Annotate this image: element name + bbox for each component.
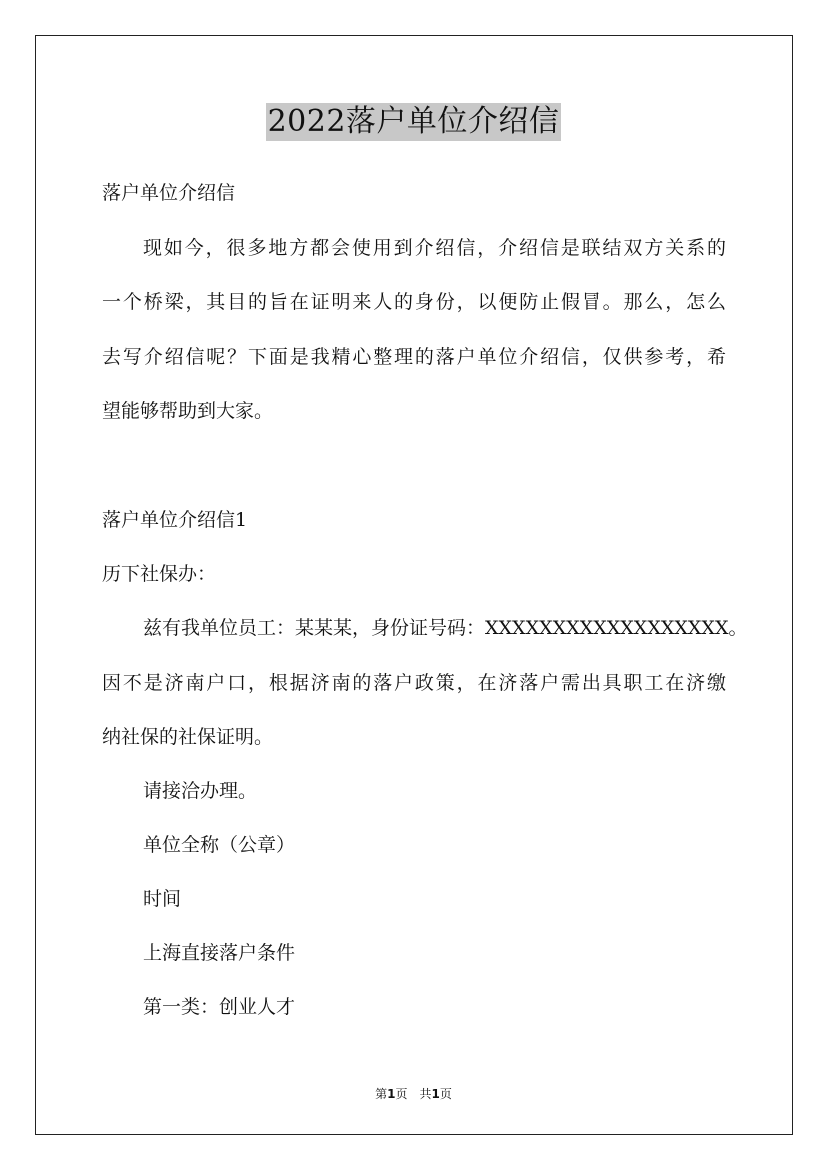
- body-line: 兹有我单位员工：某某某，身份证号码：XXXXXXXXXXXXXXXXXX。: [143, 617, 748, 639]
- footer-page-total: 1: [431, 1087, 440, 1101]
- subheading: 上海直接落户条件: [143, 942, 296, 964]
- footer-page-mid: 页 共: [395, 1087, 432, 1101]
- title-container: [0, 103, 827, 141]
- intro-line: 一个桥梁，其目的旨在证明来人的身份，以便防止假冒。那么，怎么: [102, 291, 726, 313]
- footer-page-suffix: 页: [439, 1087, 452, 1101]
- salutation: 历下社保办：: [102, 563, 217, 585]
- body-line: 纳社保的社保证明。: [102, 726, 274, 748]
- request-line: 请接洽办理。: [143, 780, 258, 802]
- date-label: 时间: [143, 888, 182, 910]
- intro-line: 现如今，很多地方都会使用到介绍信，介绍信是联结双方关系的: [143, 237, 726, 259]
- page-footer: [0, 1085, 827, 1102]
- intro-line: 去写介绍信呢？下面是我精心整理的落户单位介绍信，仅供参考，希: [102, 346, 726, 368]
- section-title: 落户单位介绍信1: [102, 509, 248, 531]
- intro-line: 望能够帮助到大家。: [102, 400, 274, 422]
- category-line: 第一类：创业人才: [143, 996, 296, 1018]
- body-line: 因不是济南户口，根据济南的落户政策，在济落户需出具职工在济缴: [102, 672, 726, 694]
- document-heading: 落户单位介绍信: [102, 182, 236, 204]
- document-title: 2022落户单位介绍信: [267, 104, 560, 139]
- footer-page-number: 1: [387, 1087, 396, 1101]
- signature-line: 单位全称（公章）: [143, 834, 296, 856]
- footer-page-prefix: 第: [375, 1087, 388, 1101]
